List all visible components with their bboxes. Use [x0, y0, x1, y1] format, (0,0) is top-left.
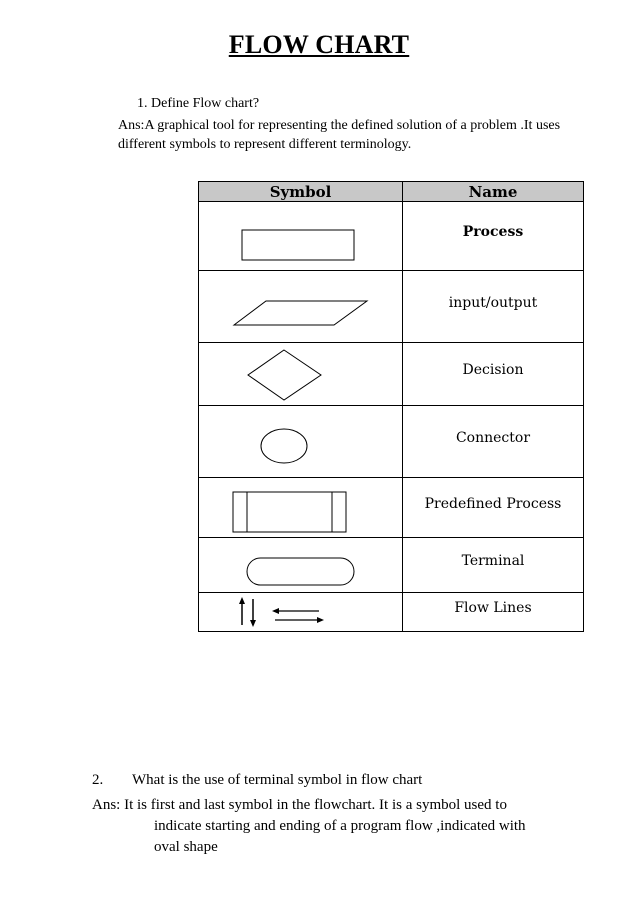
flow-lines-arrows-icon [199, 593, 402, 631]
process-rectangle-icon [199, 202, 402, 270]
question-1: 1. Define Flow chart? [137, 96, 260, 111]
answer-2-line-3: oval shape [154, 839, 218, 855]
diamond-icon [199, 343, 402, 405]
answer-2-line-1: Ans: It is first and last symbol in the flowchart. It is a symbol used to [92, 797, 507, 813]
answer-2 [92, 795, 592, 858]
question-2 [92, 772, 422, 789]
symbol-name: Terminal [461, 553, 525, 569]
table-row [199, 538, 584, 593]
table-row [199, 343, 584, 406]
table-row [199, 478, 584, 538]
parallelogram-icon [199, 271, 402, 342]
symbol-name: Flow Lines [454, 600, 532, 616]
predefined-process-icon [199, 478, 402, 537]
symbol-name: Process [462, 224, 524, 240]
symbol-name: input/output [448, 294, 538, 311]
question-2-text: What is the use of terminal symbol in flow chart [132, 772, 423, 788]
symbol-name: Decision [462, 362, 524, 378]
question-2-number: 2. [92, 772, 104, 788]
symbol-table [198, 181, 584, 632]
symbol-name: Predefined Process [424, 495, 562, 512]
table-row [199, 202, 584, 271]
table-header-row [199, 182, 584, 202]
terminal-oval-icon [199, 538, 402, 592]
table-row [199, 593, 584, 632]
header-symbol: Symbol [199, 182, 403, 202]
table-row [199, 406, 584, 478]
answer-1: Ans:A graphical tool for representing the defined solution of a problem .It uses different symbols to represent different terminology. [118, 118, 561, 152]
answer-2-line-2: indicate starting and ending of a program flow ,indicated with [154, 818, 526, 834]
page-title: FLOW CHART [228, 30, 410, 59]
circle-icon [199, 406, 402, 477]
header-name: Name [403, 182, 584, 202]
table-row [199, 271, 584, 343]
symbol-name: Connector [455, 429, 531, 446]
